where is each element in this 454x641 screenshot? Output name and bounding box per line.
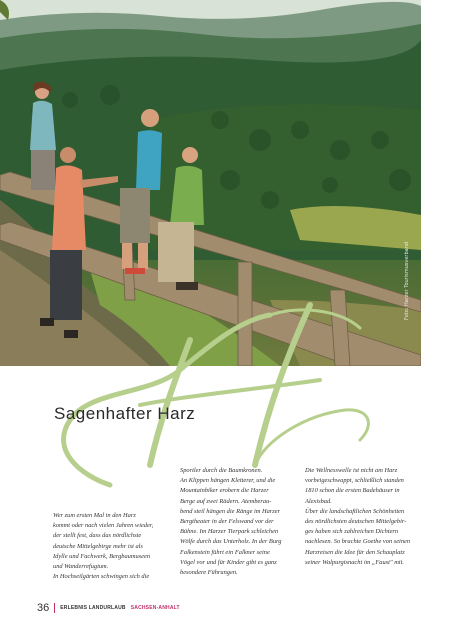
- footer-divider: [54, 603, 55, 613]
- text-line: 1810 schon die ersten Badehäuser in: [305, 487, 400, 495]
- text-line: Bühne. Im Harzer Tierpark schleichen: [180, 528, 279, 536]
- text-line: In Hochseilgärten schwingen sich die: [53, 573, 150, 581]
- page-headline: Sagenhafter Harz: [54, 404, 196, 423]
- text-line: besondere Führungen.: [180, 569, 238, 577]
- text-line: Die Wellnesswelle ist nicht am Harz: [305, 467, 398, 474]
- footer-region: SACHSEN-ANHALT: [130, 605, 180, 611]
- text-line: vorbeigeschwappt, schließlich standen: [305, 477, 404, 485]
- text-column-2: [180, 466, 293, 578]
- text-line: Über die landschaftlichen Schönheiten: [305, 507, 405, 515]
- text-line: seiner Walpurgisnacht im „Faust" mit.: [305, 558, 404, 566]
- text-column-1: [53, 511, 165, 582]
- text-line: Alexisbad.: [305, 497, 332, 505]
- text-line: Sportler durch die Baumkronen.: [180, 467, 263, 474]
- text-line: bend steil hängen die Ränge im Harzer: [180, 507, 281, 515]
- text-line: kommt oder nach vielen Jahren wieder,: [53, 522, 154, 530]
- text-line: Wer zum ersten Mal in den Harz: [53, 512, 136, 519]
- decorative-initial-letter: [40, 300, 380, 490]
- text-line: Idylle und Fachwerk, Bergbaumuseen: [53, 552, 151, 560]
- text-line: Falkenstein führt ein Falkner seine: [180, 548, 270, 556]
- text-line: Bergtheater in der Felswand vor der: [180, 518, 274, 526]
- page-number: 36: [37, 602, 50, 614]
- text-line: deutsche Mittelgebirge mehr ist als: [53, 542, 143, 550]
- photo-credit: Foto: Harzer Tourismusverband: [404, 241, 410, 320]
- text-line: Vögel vor und für Kinder gibt es ganz: [180, 558, 277, 566]
- text-line: Harzreisen die Idee für den Schauplatz: [305, 548, 405, 556]
- text-line: Berge auf zwei Rädern. Atemberau-: [180, 497, 272, 505]
- text-line: An Klippen hängen Kletterer, und die: [180, 477, 276, 485]
- footer-brand: ERLEBNIS LANDURLAUB: [60, 605, 126, 611]
- page-footer: [37, 602, 180, 614]
- text-line: und Wanderrefugium.: [53, 563, 109, 571]
- text-line: Wölfe durch das Unterholz. In der Burg: [180, 538, 282, 546]
- text-line: Mountainbiker erobern die Harzer: [180, 487, 269, 495]
- text-line: ges haben sich zahlreichen Dichtern: [305, 528, 399, 536]
- text-line: des nördlichsten deutschen Mittelgebir-: [305, 518, 407, 526]
- text-column-3: [305, 466, 423, 568]
- text-line: nachlesen. So brachte Goethe von seinen: [305, 538, 411, 546]
- text-line: der stellt fest, dass das nördlichste: [53, 532, 142, 540]
